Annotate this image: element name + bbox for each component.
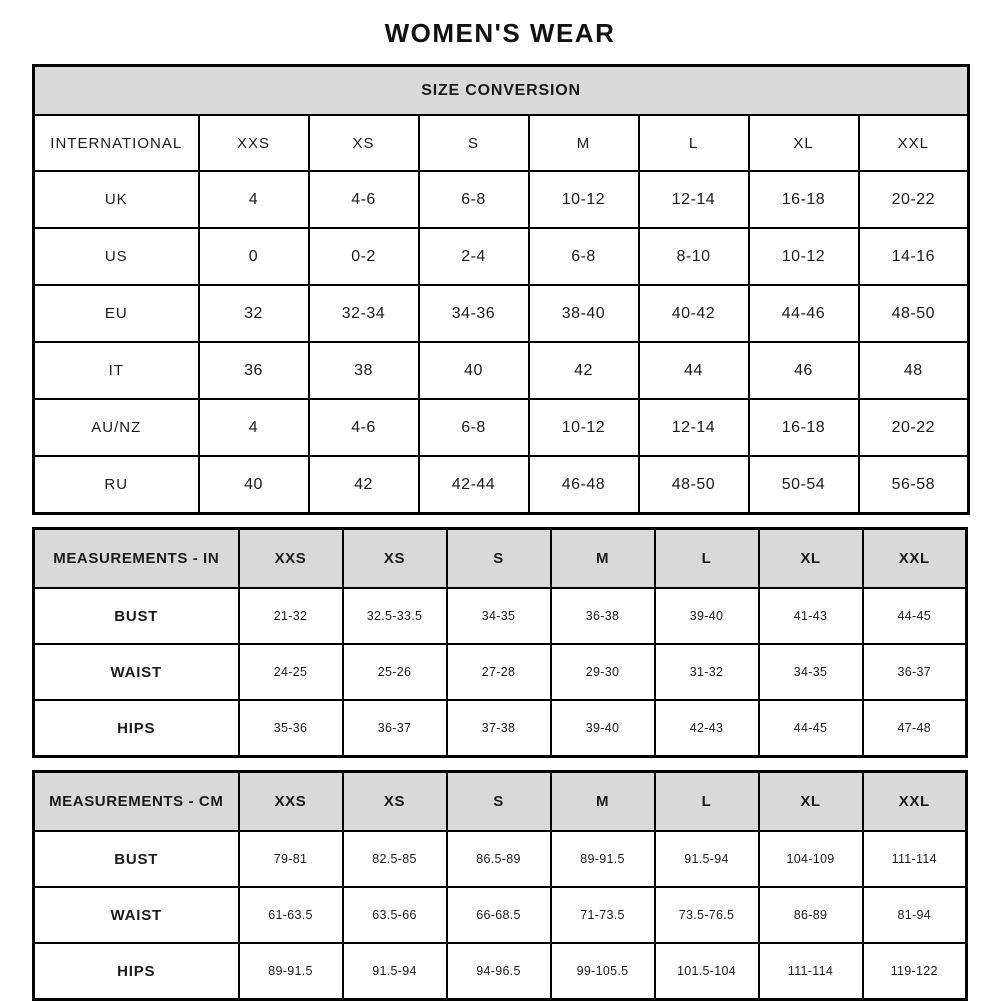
row-label-cell: BUST — [34, 831, 239, 887]
size-value-cell: 40 — [419, 342, 529, 399]
measurement-value-cell: 36-38 — [551, 588, 655, 644]
size-value-cell: 42 — [309, 456, 419, 514]
row-label-cell: HIPS — [34, 943, 239, 1000]
size-value-cell: 16-18 — [749, 399, 859, 456]
size-conversion-title: SIZE CONVERSION — [34, 66, 969, 116]
row-label-cell: WAIST — [34, 644, 239, 700]
measurement-value-cell: 119-122 — [863, 943, 967, 1000]
size-value-cell: 8-10 — [639, 228, 749, 285]
size-value-cell: 12-14 — [639, 399, 749, 456]
measurements-in-table — [32, 527, 968, 758]
size-value-cell: 46-48 — [529, 456, 639, 514]
column-header-cell: S — [419, 115, 529, 171]
size-value-cell: 2-4 — [419, 228, 529, 285]
measurement-value-cell: 41-43 — [759, 588, 863, 644]
column-header-cell: M — [529, 115, 639, 171]
column-header-cell: XXS — [239, 529, 343, 589]
column-header-cell: S — [447, 529, 551, 589]
column-header-cell: XL — [749, 115, 859, 171]
measurement-value-cell: 42-43 — [655, 700, 759, 757]
page-title: WOMEN'S WEAR — [384, 18, 616, 48]
column-header-cell: M — [551, 772, 655, 832]
measurement-value-cell: 21-32 — [239, 588, 343, 644]
table-row — [34, 399, 969, 456]
size-value-cell: 32-34 — [309, 285, 419, 342]
row-label-cell: HIPS — [34, 700, 239, 757]
size-value-cell: 38-40 — [529, 285, 639, 342]
size-value-cell: 6-8 — [419, 171, 529, 228]
measurement-value-cell: 34-35 — [447, 588, 551, 644]
size-value-cell: 10-12 — [749, 228, 859, 285]
row-label-cell: BUST — [34, 588, 239, 644]
size-value-cell: 10-12 — [529, 399, 639, 456]
size-value-cell: 0-2 — [309, 228, 419, 285]
table-row — [34, 700, 967, 757]
row-label-cell: WAIST — [34, 887, 239, 943]
measurement-value-cell: 36-37 — [343, 700, 447, 757]
measurement-value-cell: 99-105.5 — [551, 943, 655, 1000]
size-value-cell: 20-22 — [859, 399, 969, 456]
measurement-value-cell: 34-35 — [759, 644, 863, 700]
column-header-cell: XL — [759, 529, 863, 589]
table-row — [34, 171, 969, 228]
table-row — [34, 456, 969, 514]
measurement-value-cell: 61-63.5 — [239, 887, 343, 943]
column-header-cell: XXL — [859, 115, 969, 171]
column-header-cell: XS — [343, 529, 447, 589]
row-label-cell: EU — [34, 285, 199, 342]
measurement-value-cell: 73.5-76.5 — [655, 887, 759, 943]
column-header-cell: XXL — [863, 529, 967, 589]
size-value-cell: 46 — [749, 342, 859, 399]
measurement-value-cell: 86-89 — [759, 887, 863, 943]
size-value-cell: 42-44 — [419, 456, 529, 514]
measurement-value-cell: 79-81 — [239, 831, 343, 887]
column-header-cell: XS — [309, 115, 419, 171]
measurement-value-cell: 29-30 — [551, 644, 655, 700]
size-value-cell: 32 — [199, 285, 309, 342]
measurement-value-cell: 82.5-85 — [343, 831, 447, 887]
measurement-value-cell: 24-25 — [239, 644, 343, 700]
column-header-cell: INTERNATIONAL — [34, 115, 199, 171]
size-value-cell: 20-22 — [859, 171, 969, 228]
table-row — [34, 228, 969, 285]
measurement-value-cell: 37-38 — [447, 700, 551, 757]
column-header-cell: XXS — [239, 772, 343, 832]
table-row — [34, 943, 967, 1000]
size-value-cell: 36 — [199, 342, 309, 399]
column-header-row — [34, 772, 967, 832]
column-header-row — [34, 115, 969, 171]
measurement-value-cell: 89-91.5 — [551, 831, 655, 887]
measurement-value-cell: 91.5-94 — [343, 943, 447, 1000]
table-row — [34, 887, 967, 943]
measurement-value-cell: 44-45 — [863, 588, 967, 644]
column-header-cell: XXS — [199, 115, 309, 171]
row-label-cell: US — [34, 228, 199, 285]
measurement-value-cell: 39-40 — [551, 700, 655, 757]
size-value-cell: 4 — [199, 399, 309, 456]
size-conversion-table — [32, 64, 970, 515]
size-value-cell: 48-50 — [859, 285, 969, 342]
size-value-cell: 48 — [859, 342, 969, 399]
measurement-value-cell: 71-73.5 — [551, 887, 655, 943]
column-header-cell: L — [655, 772, 759, 832]
size-value-cell: 56-58 — [859, 456, 969, 514]
column-header-cell: L — [655, 529, 759, 589]
measurement-value-cell: 91.5-94 — [655, 831, 759, 887]
row-label-cell: RU — [34, 456, 199, 514]
column-header-cell: XXL — [863, 772, 967, 832]
size-value-cell: 12-14 — [639, 171, 749, 228]
column-header-row — [34, 529, 967, 589]
size-value-cell: 0 — [199, 228, 309, 285]
measurement-value-cell: 111-114 — [863, 831, 967, 887]
size-value-cell: 14-16 — [859, 228, 969, 285]
table-title-row — [34, 66, 969, 116]
size-value-cell: 48-50 — [639, 456, 749, 514]
column-header-cell: XL — [759, 772, 863, 832]
measurement-value-cell: 31-32 — [655, 644, 759, 700]
size-value-cell: 6-8 — [419, 399, 529, 456]
measurement-value-cell: 89-91.5 — [239, 943, 343, 1000]
measurement-value-cell: 81-94 — [863, 887, 967, 943]
size-value-cell: 42 — [529, 342, 639, 399]
column-header-cell: L — [639, 115, 749, 171]
size-value-cell: 44-46 — [749, 285, 859, 342]
measurement-value-cell: 36-37 — [863, 644, 967, 700]
measurement-value-cell: 63.5-66 — [343, 887, 447, 943]
measurement-value-cell: 66-68.5 — [447, 887, 551, 943]
table-row — [34, 342, 969, 399]
table-row — [34, 831, 967, 887]
table-title-cell: MEASUREMENTS - IN — [34, 529, 239, 589]
size-value-cell: 40-42 — [639, 285, 749, 342]
size-value-cell: 4 — [199, 171, 309, 228]
measurement-value-cell: 25-26 — [343, 644, 447, 700]
column-header-cell: XS — [343, 772, 447, 832]
measurement-value-cell: 32.5-33.5 — [343, 588, 447, 644]
measurement-value-cell: 86.5-89 — [447, 831, 551, 887]
row-label-cell: AU/NZ — [34, 399, 199, 456]
column-header-cell: S — [447, 772, 551, 832]
measurement-value-cell: 104-109 — [759, 831, 863, 887]
size-value-cell: 50-54 — [749, 456, 859, 514]
measurement-value-cell: 47-48 — [863, 700, 967, 757]
size-value-cell: 10-12 — [529, 171, 639, 228]
measurement-value-cell: 94-96.5 — [447, 943, 551, 1000]
table-row — [34, 588, 967, 644]
measurement-value-cell: 44-45 — [759, 700, 863, 757]
measurement-value-cell: 101.5-104 — [655, 943, 759, 1000]
measurement-value-cell: 111-114 — [759, 943, 863, 1000]
table-title-cell: MEASUREMENTS - CM — [34, 772, 239, 832]
table-row — [34, 285, 969, 342]
measurement-value-cell: 27-28 — [447, 644, 551, 700]
size-value-cell: 16-18 — [749, 171, 859, 228]
row-label-cell: UK — [34, 171, 199, 228]
size-value-cell: 44 — [639, 342, 749, 399]
size-value-cell: 38 — [309, 342, 419, 399]
size-value-cell: 40 — [199, 456, 309, 514]
size-value-cell: 34-36 — [419, 285, 529, 342]
size-value-cell: 4-6 — [309, 399, 419, 456]
column-header-cell: M — [551, 529, 655, 589]
measurement-value-cell: 35-36 — [239, 700, 343, 757]
measurements-cm-table — [32, 770, 968, 1001]
row-label-cell: IT — [34, 342, 199, 399]
size-value-cell: 4-6 — [309, 171, 419, 228]
measurement-value-cell: 39-40 — [655, 588, 759, 644]
size-value-cell: 6-8 — [529, 228, 639, 285]
table-row — [34, 644, 967, 700]
